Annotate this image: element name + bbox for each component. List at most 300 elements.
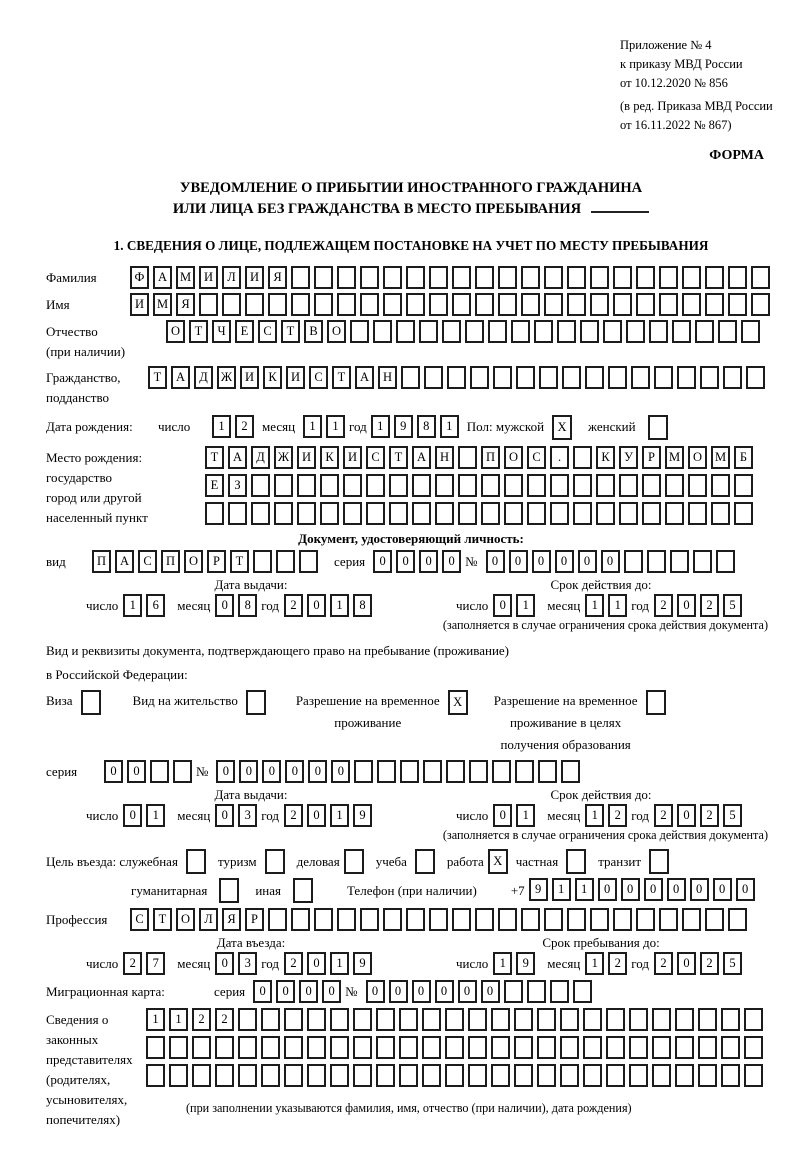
- char-cell: [606, 1064, 625, 1087]
- char-cell: [675, 1064, 694, 1087]
- char-cell: [642, 474, 661, 497]
- doc-kind-boxes: [92, 550, 322, 573]
- char-cell: X: [488, 849, 508, 874]
- entry-year-boxes: [284, 952, 376, 975]
- char-cell: [261, 1008, 280, 1031]
- temp-residence-checkbox: [448, 690, 472, 715]
- profession-label: Профессия: [46, 912, 108, 927]
- char-cell: [557, 320, 576, 343]
- entry-month-boxes: [215, 952, 261, 975]
- char-cell: Л: [222, 266, 241, 289]
- char-cell: [567, 293, 586, 316]
- purpose-study-checkbox: [415, 849, 439, 874]
- char-cell: 2: [284, 952, 303, 975]
- char-cell: 8: [238, 594, 257, 617]
- char-cell: [521, 908, 540, 931]
- char-cell: А: [171, 366, 190, 389]
- residence-issue-year-boxes: [284, 804, 376, 827]
- char-cell: О: [166, 320, 185, 343]
- identity-doc-row: [46, 550, 776, 573]
- char-cell: [265, 849, 285, 874]
- char-cell: [406, 908, 425, 931]
- char-cell: [583, 1036, 602, 1059]
- char-cell: К: [320, 446, 339, 469]
- char-cell: [698, 1064, 717, 1087]
- purpose-transit-label: транзит: [598, 854, 642, 869]
- char-cell: Ж: [217, 366, 236, 389]
- char-cell: [389, 502, 408, 525]
- stay-year-boxes: [654, 952, 746, 975]
- residence-expiry-day-boxes: [493, 804, 539, 827]
- form-title-line1: УВЕДОМЛЕНИЕ О ПРИБЫТИИ ИНОСТРАННОГО ГРАЖДАНИНА: [179, 180, 643, 196]
- day-label: число: [86, 807, 119, 823]
- surname-label: Фамилия: [46, 270, 97, 285]
- char-cell: Я: [176, 293, 195, 316]
- phone-label: Телефон (при наличии): [346, 883, 477, 898]
- char-cell: [619, 502, 638, 525]
- year-label: год: [261, 955, 280, 971]
- char-cell: [652, 1008, 671, 1031]
- char-cell: [596, 474, 615, 497]
- char-cell: [429, 908, 448, 931]
- char-cell: [537, 1064, 556, 1087]
- char-cell: [728, 266, 747, 289]
- migration-series-label: серия: [214, 984, 246, 999]
- issue-month-boxes: [215, 594, 261, 617]
- char-cell: [659, 908, 678, 931]
- char-cell: С: [130, 908, 149, 931]
- char-cell: О: [688, 446, 707, 469]
- representatives-row3: [146, 1064, 767, 1087]
- year-label: год: [261, 807, 280, 823]
- char-cell: [682, 266, 701, 289]
- char-cell: 0: [307, 804, 326, 827]
- char-cell: 7: [146, 952, 165, 975]
- char-cell: 0: [493, 804, 512, 827]
- char-cell: 9: [529, 878, 548, 901]
- char-cell: 0: [412, 980, 431, 1003]
- char-cell: [649, 320, 668, 343]
- birth-place-row2: [205, 474, 757, 497]
- purpose-humanitarian-label: гуманитарная: [131, 883, 208, 898]
- char-cell: [537, 1036, 556, 1059]
- char-cell: [350, 320, 369, 343]
- char-cell: [401, 366, 420, 389]
- char-cell: [606, 1036, 625, 1059]
- char-cell: 0: [104, 760, 123, 783]
- char-cell: О: [184, 550, 203, 573]
- char-cell: [353, 1036, 372, 1059]
- char-cell: [716, 550, 735, 573]
- char-cell: [268, 908, 287, 931]
- birth-month-boxes: [303, 415, 349, 438]
- char-cell: Д: [251, 446, 270, 469]
- char-cell: [723, 366, 742, 389]
- residence-issue-month-boxes: [215, 804, 261, 827]
- char-cell: [560, 1008, 579, 1031]
- char-cell: 1: [123, 594, 142, 617]
- char-cell: [452, 908, 471, 931]
- char-cell: [682, 908, 701, 931]
- identity-doc-dates: [46, 577, 776, 617]
- stay-day-boxes: [493, 952, 539, 975]
- residence-series-boxes: [104, 760, 196, 783]
- char-cell: [514, 1064, 533, 1087]
- doc-series-label: серия: [334, 554, 366, 569]
- char-cell: [613, 293, 632, 316]
- char-cell: 2: [608, 952, 627, 975]
- char-cell: 0: [509, 550, 528, 573]
- char-cell: Ч: [212, 320, 231, 343]
- char-cell: [284, 1064, 303, 1087]
- visa-checkbox: [81, 690, 105, 715]
- char-cell: [343, 502, 362, 525]
- char-cell: [573, 502, 592, 525]
- char-cell: 2: [608, 804, 627, 827]
- temp-residence-label: Разрешение на временное проживание: [295, 693, 440, 730]
- char-cell: [711, 502, 730, 525]
- residence-expiry-note: (заполняется в случае ограничения срока действия документа): [442, 828, 768, 842]
- char-cell: [307, 1036, 326, 1059]
- char-cell: [373, 320, 392, 343]
- expiry-date-label: Срок действия до:: [550, 577, 652, 592]
- representatives-row2: [146, 1036, 767, 1059]
- char-cell: 3: [238, 952, 257, 975]
- purpose-study-label: учеба: [375, 854, 407, 869]
- char-cell: Ж: [274, 446, 293, 469]
- issue-date-label: Дата выдачи:: [214, 577, 288, 592]
- char-cell: [261, 1064, 280, 1087]
- char-cell: 1: [330, 594, 349, 617]
- char-cell: 2: [284, 594, 303, 617]
- char-cell: 0: [578, 550, 597, 573]
- char-cell: [383, 266, 402, 289]
- char-cell: 2: [215, 1008, 234, 1031]
- char-cell: 0: [307, 594, 326, 617]
- month-label: месяц: [547, 955, 581, 971]
- char-cell: И: [343, 446, 362, 469]
- char-cell: [422, 1008, 441, 1031]
- char-cell: [744, 1008, 763, 1031]
- char-cell: Д: [194, 366, 213, 389]
- char-cell: [475, 266, 494, 289]
- char-cell: 3: [238, 804, 257, 827]
- char-cell: М: [176, 266, 195, 289]
- char-cell: 0: [736, 878, 755, 901]
- char-cell: [705, 293, 724, 316]
- char-cell: [721, 1064, 740, 1087]
- char-cell: [251, 502, 270, 525]
- visa-option: [46, 690, 105, 715]
- char-cell: X: [448, 690, 468, 715]
- char-cell: 0: [331, 760, 350, 783]
- char-cell: [419, 320, 438, 343]
- char-cell: 0: [215, 594, 234, 617]
- char-cell: [670, 550, 689, 573]
- char-cell: [659, 266, 678, 289]
- char-cell: [561, 760, 580, 783]
- char-cell: О: [327, 320, 346, 343]
- char-cell: [445, 1036, 464, 1059]
- char-cell: [652, 1064, 671, 1087]
- char-cell: [446, 760, 465, 783]
- char-cell: [613, 266, 632, 289]
- char-cell: 0: [216, 760, 235, 783]
- appendix-line: Приложение № 4: [620, 38, 712, 52]
- year-label: год: [261, 597, 280, 613]
- char-cell: 0: [435, 980, 454, 1003]
- char-cell: С: [258, 320, 277, 343]
- char-cell: [422, 1036, 441, 1059]
- char-cell: [314, 293, 333, 316]
- residence-doc-intro: [46, 639, 776, 687]
- char-cell: [422, 1064, 441, 1087]
- char-cell: [481, 474, 500, 497]
- char-cell: [238, 1008, 257, 1031]
- char-cell: [366, 474, 385, 497]
- char-cell: П: [481, 446, 500, 469]
- char-cell: [406, 266, 425, 289]
- char-cell: [700, 366, 719, 389]
- char-cell: 1: [330, 952, 349, 975]
- purpose-row1: [46, 849, 776, 874]
- char-cell: [688, 502, 707, 525]
- char-cell: [544, 293, 563, 316]
- residence-issue-group: [46, 787, 416, 827]
- char-cell: [646, 690, 666, 715]
- char-cell: 2: [654, 952, 673, 975]
- char-cell: [741, 320, 760, 343]
- char-cell: [297, 474, 316, 497]
- char-cell: Т: [189, 320, 208, 343]
- char-cell: 9: [353, 804, 372, 827]
- char-cell: [465, 320, 484, 343]
- char-cell: 0: [127, 760, 146, 783]
- purpose-private-label: частная: [515, 854, 559, 869]
- char-cell: [360, 908, 379, 931]
- char-cell: [608, 366, 627, 389]
- char-cell: [344, 849, 364, 874]
- char-cell: 0: [713, 878, 732, 901]
- char-cell: [458, 474, 477, 497]
- purpose-transit-checkbox: [649, 849, 673, 874]
- char-cell: X: [552, 415, 572, 440]
- char-cell: [192, 1036, 211, 1059]
- appendix-line: к приказу МВД России: [620, 57, 743, 71]
- expiry-day-boxes: [493, 594, 539, 617]
- entry-day-boxes: [123, 952, 169, 975]
- purpose-humanitarian-checkbox: [219, 878, 243, 903]
- migration-series-boxes: [253, 980, 345, 1003]
- char-cell: [146, 1036, 165, 1059]
- char-cell: 5: [723, 952, 742, 975]
- purpose-private-checkbox: [566, 849, 590, 874]
- char-cell: [481, 502, 500, 525]
- form-title-line2: ИЛИ ЛИЦА БЕЗ ГРАЖДАНСТВА В МЕСТО ПРЕБЫВАНИЯ: [46, 199, 776, 220]
- char-cell: С: [309, 366, 328, 389]
- identity-doc-heading: Документ, удостоверяющий личность:: [298, 531, 524, 546]
- expiry-note: (заполняется в случае ограничения срока действия документа): [442, 618, 768, 632]
- char-cell: 6: [146, 594, 165, 617]
- char-cell: 0: [690, 878, 709, 901]
- char-cell: П: [161, 550, 180, 573]
- char-cell: М: [665, 446, 684, 469]
- char-cell: [246, 690, 266, 715]
- char-cell: А: [412, 446, 431, 469]
- month-label: месяц: [262, 419, 296, 434]
- birth-day-boxes: [212, 415, 258, 438]
- char-cell: 0: [123, 804, 142, 827]
- char-cell: 2: [654, 804, 673, 827]
- char-cell: [585, 366, 604, 389]
- expiry-date-label: Срок действия до:: [550, 787, 652, 802]
- char-cell: [238, 1064, 257, 1087]
- char-cell: [337, 293, 356, 316]
- char-cell: [492, 760, 511, 783]
- char-cell: [734, 502, 753, 525]
- residence-number-boxes: [216, 760, 584, 783]
- char-cell: [215, 1036, 234, 1059]
- purpose-label: Цель въезда: служебная: [46, 854, 178, 869]
- char-cell: [705, 908, 724, 931]
- char-cell: [636, 293, 655, 316]
- char-cell: З: [228, 474, 247, 497]
- char-cell: 2: [700, 594, 719, 617]
- day-label: число: [86, 955, 119, 971]
- char-cell: 0: [601, 550, 620, 573]
- char-cell: 1: [330, 804, 349, 827]
- month-label: месяц: [177, 955, 211, 971]
- char-cell: [330, 1008, 349, 1031]
- char-cell: 0: [253, 980, 272, 1003]
- char-cell: [284, 1008, 303, 1031]
- char-cell: [746, 366, 765, 389]
- section1-heading: 1. СВЕДЕНИЯ О ЛИЦЕ, ПОДЛЕЖАЩЕМ ПОСТАНОВКЕ НА УЧЕТ ПО МЕСТУ ПРЕБЫВАНИЯ: [113, 238, 709, 253]
- char-cell: [728, 908, 747, 931]
- char-cell: [291, 293, 310, 316]
- char-cell: [251, 474, 270, 497]
- char-cell: [284, 1036, 303, 1059]
- char-cell: [424, 366, 443, 389]
- char-cell: [665, 474, 684, 497]
- char-cell: 0: [239, 760, 258, 783]
- name-row: [46, 293, 776, 316]
- char-cell: 1: [493, 952, 512, 975]
- char-cell: 0: [644, 878, 663, 901]
- char-cell: [705, 266, 724, 289]
- char-cell: А: [153, 266, 172, 289]
- char-cell: 2: [235, 415, 254, 438]
- char-cell: [353, 1008, 372, 1031]
- char-cell: [330, 1064, 349, 1087]
- residence-doc-dates: [46, 787, 776, 827]
- char-cell: [636, 266, 655, 289]
- char-cell: Н: [378, 366, 397, 389]
- char-cell: [81, 690, 101, 715]
- char-cell: [751, 293, 770, 316]
- char-cell: Е: [235, 320, 254, 343]
- char-cell: О: [504, 446, 523, 469]
- char-cell: 5: [723, 594, 742, 617]
- char-cell: [383, 293, 402, 316]
- char-cell: 9: [394, 415, 413, 438]
- citizenship-row: [46, 366, 776, 408]
- char-cell: [452, 266, 471, 289]
- migration-number-label: №: [345, 984, 358, 999]
- char-cell: 9: [516, 952, 535, 975]
- char-cell: [516, 366, 535, 389]
- visa-label: Виза: [46, 693, 73, 708]
- char-cell: [146, 1064, 165, 1087]
- char-cell: [199, 293, 218, 316]
- birth-date-label: Дата рождения:: [46, 419, 133, 434]
- char-cell: 1: [146, 1008, 165, 1031]
- char-cell: [504, 474, 523, 497]
- char-cell: [711, 474, 730, 497]
- char-cell: [412, 502, 431, 525]
- surname-boxes: [130, 266, 774, 289]
- char-cell: Я: [222, 908, 241, 931]
- profession-row: [46, 908, 776, 931]
- char-cell: С: [138, 550, 157, 573]
- char-cell: И: [286, 366, 305, 389]
- entry-date-group: [46, 935, 416, 975]
- citizenship-boxes: [148, 366, 769, 389]
- char-cell: [675, 1036, 694, 1059]
- char-cell: [412, 474, 431, 497]
- char-cell: [415, 849, 435, 874]
- char-cell: 0: [215, 952, 234, 975]
- char-cell: [469, 760, 488, 783]
- month-label: месяц: [177, 597, 211, 613]
- char-cell: [299, 550, 318, 573]
- purpose-row2: [46, 878, 776, 903]
- char-cell: Р: [207, 550, 226, 573]
- year-label: год: [631, 597, 650, 613]
- residence-expiry-month-boxes: [585, 804, 631, 827]
- char-cell: А: [228, 446, 247, 469]
- char-cell: [376, 1008, 395, 1031]
- residence-permit-label: Вид на жительство: [132, 693, 238, 708]
- char-cell: 0: [677, 804, 696, 827]
- char-cell: [560, 1064, 579, 1087]
- residence-expiry-year-boxes: [654, 804, 746, 827]
- doc-issue-group: [46, 577, 416, 617]
- purpose-tourism-checkbox: [265, 849, 289, 874]
- birth-place-boxes: [205, 446, 757, 525]
- char-cell: 0: [481, 980, 500, 1003]
- char-cell: 0: [493, 594, 512, 617]
- residence-expiry-group: [416, 787, 746, 827]
- char-cell: С: [527, 446, 546, 469]
- char-cell: [642, 502, 661, 525]
- char-cell: [274, 474, 293, 497]
- char-cell: 0: [598, 878, 617, 901]
- char-cell: [544, 908, 563, 931]
- char-cell: 0: [555, 550, 574, 573]
- phone-prefix: +7: [510, 883, 525, 898]
- char-cell: [186, 849, 206, 874]
- char-cell: 0: [677, 594, 696, 617]
- char-cell: П: [92, 550, 111, 573]
- char-cell: [320, 474, 339, 497]
- purpose-other-label: иная: [255, 883, 281, 898]
- char-cell: [498, 266, 517, 289]
- form-label: ФОРМА: [709, 148, 764, 163]
- char-cell: [406, 293, 425, 316]
- char-cell: [150, 760, 169, 783]
- revision-line: от 16.11.2022 № 867): [620, 118, 732, 132]
